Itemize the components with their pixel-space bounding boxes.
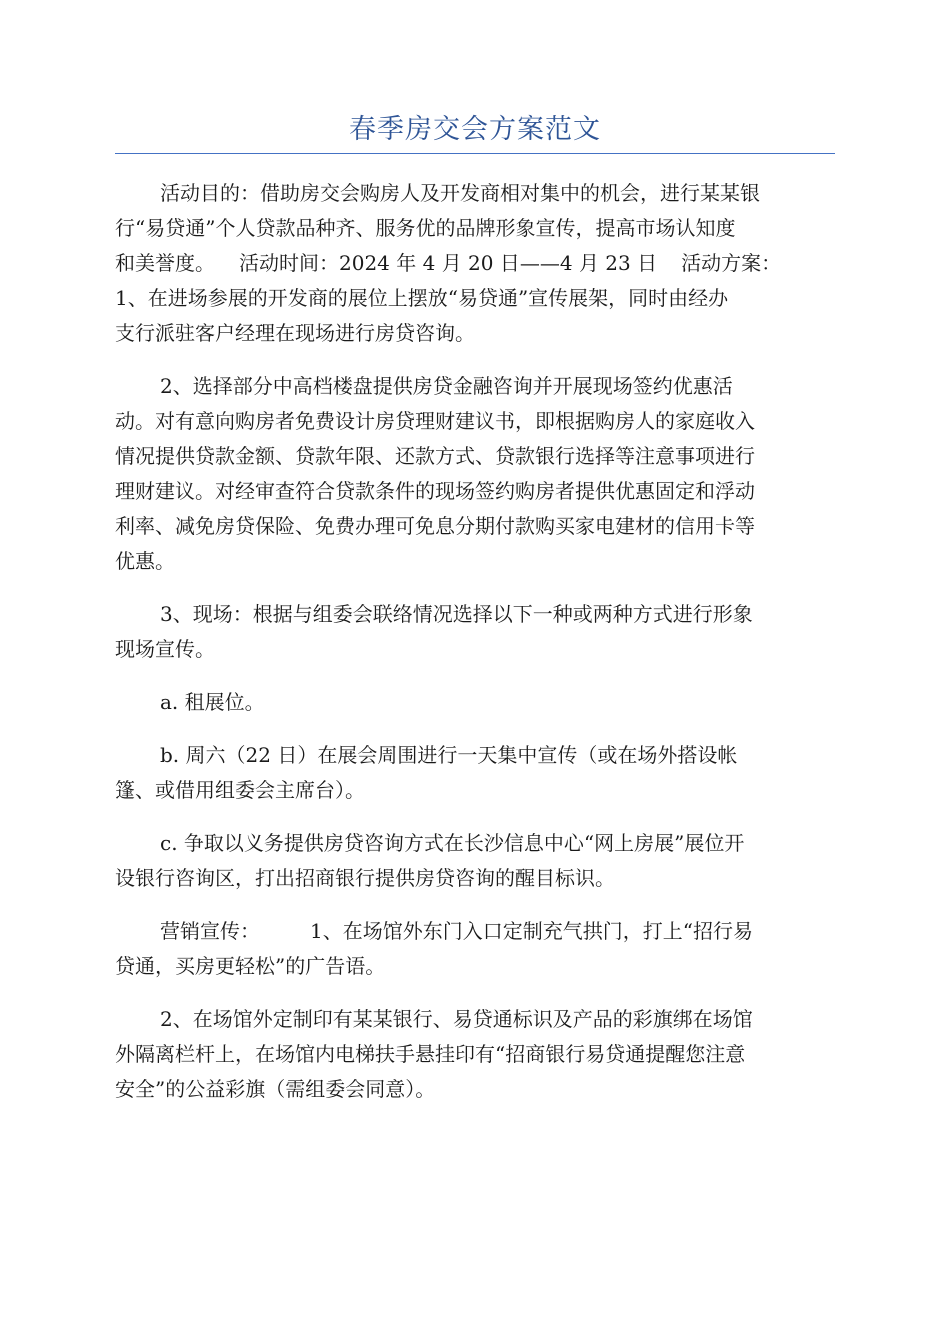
text-line: 外隔离栏杆上，在场馆内电梯扶手悬挂印有“招商银行易贷通提醒您注意: [115, 1042, 746, 1066]
text-line: b. 周六（22 日）在展会周围进行一天集中宣传（或在场外搭设帐: [160, 743, 738, 767]
text-segment: 1、在场馆外东门入口定制充气拱门，打上“招行易: [310, 919, 753, 943]
text-line: 支行派驻客户经理在现场进行房贷咨询。: [115, 321, 475, 345]
activity-time: 活动时间：2024 年 4 月 20 日——4 月 23 日: [239, 251, 658, 275]
text-line: [115, 246, 830, 281]
paragraph-marketing-2: [115, 1002, 830, 1107]
text-line: 篷、或借用组委会主席台）。: [115, 778, 365, 802]
text-line: 1、在进场参展的开发商的展位上摆放“易贷通”宣传展架，同时由经办: [115, 286, 729, 310]
text-line: a. 租展位。: [160, 690, 265, 714]
text-line: 情况提供贷款金额、贷款年限、还款方式、贷款银行选择等注意事项进行: [115, 444, 755, 468]
title-underline: [115, 153, 835, 154]
text-line: [115, 914, 830, 949]
paragraph-item-2: [115, 369, 830, 579]
text-line: 活动目的：借助房交会购房人及开发商相对集中的机会，进行某某银: [160, 181, 760, 205]
document-body: [115, 176, 830, 1125]
paragraph-item-3: [115, 597, 830, 667]
text-line: 贷通，买房更轻松”的广告语。: [115, 954, 386, 978]
text-segment: 活动方案：: [681, 251, 782, 275]
text-segment: 和美誉度。: [115, 251, 215, 275]
text-segment: 营销宣传：: [160, 919, 260, 943]
text-line: 3、现场：根据与组委会联络情况选择以下一种或两种方式进行形象: [160, 602, 753, 626]
paragraph-item-b: [115, 738, 830, 808]
text-line: 2、选择部分中高档楼盘提供房贷金融咨询并开展现场签约优惠活: [160, 374, 733, 398]
text-line: 安全”的公益彩旗（需组委会同意）。: [115, 1077, 436, 1101]
paragraph-item-a: [115, 685, 830, 720]
text-line: 现场宣传。: [115, 637, 215, 661]
text-line: 设银行咨询区，打出招商银行提供房贷咨询的醒目标识。: [115, 866, 615, 890]
paragraph-item-c: [115, 826, 830, 896]
text-line: 利率、减免房贷保险、免费办理可免息分期付款购买家电建材的信用卡等: [115, 514, 755, 538]
text-line: 行“易贷通”个人贷款品种齐、服务优的品牌形象宣传，提高市场认知度: [115, 216, 736, 240]
text-line: 优惠。: [115, 549, 175, 573]
paragraph-marketing: [115, 914, 830, 984]
text-line: 动。对有意向购房者免费设计房贷理财建议书，即根据购房人的家庭收入: [115, 409, 755, 433]
text-line: 理财建议。对经审查符合贷款条件的现场签约购房者提供优惠固定和浮动: [115, 479, 755, 503]
document-title: 春季房交会方案范文: [349, 114, 601, 145]
paragraph-purpose: [115, 176, 830, 351]
text-line: 2、在场馆外定制印有某某银行、易贷通标识及产品的彩旗绑在场馆: [160, 1007, 753, 1031]
text-line: c. 争取以义务提供房贷咨询方式在长沙信息中心“网上房展”展位开: [160, 831, 745, 855]
